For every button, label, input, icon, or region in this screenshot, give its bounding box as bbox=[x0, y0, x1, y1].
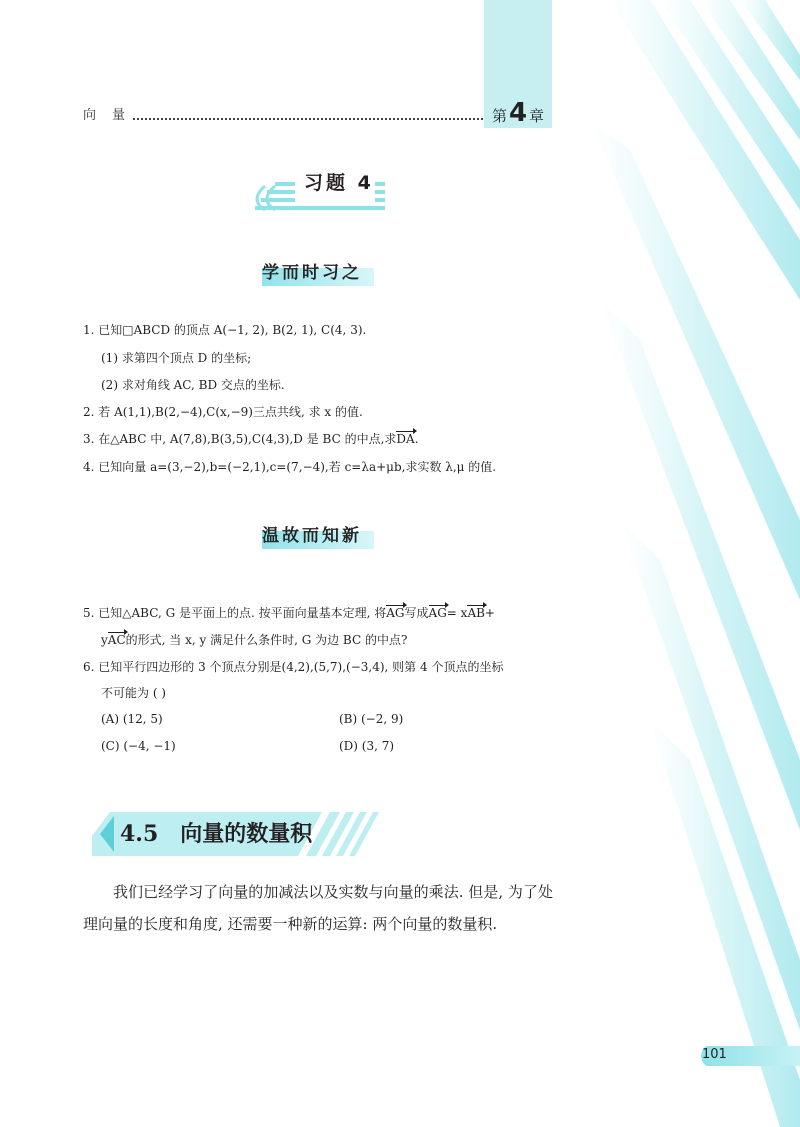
problem-3 bbox=[83, 430, 419, 447]
problem-2: 2. 若 A(1,1),B(2,−4),C(x,−9)三点共线, 求 x 的值. bbox=[83, 405, 363, 419]
header-leader-dots bbox=[133, 118, 483, 120]
problem-6-continued: 不可能为 ( ) bbox=[101, 686, 166, 700]
problem-5-eq: = x bbox=[446, 606, 468, 620]
vector-ag: AG bbox=[386, 606, 405, 620]
problem-1-part-1: (1) 求第四个顶点 D 的坐标; bbox=[101, 351, 252, 365]
problem-5-text: 5. 已知△ABC, G 是平面上的点. 按平面向量基本定理, 将 bbox=[83, 606, 387, 620]
section-title: 向量的数量积 bbox=[180, 822, 313, 847]
option-d: (D) (3, 7) bbox=[339, 739, 395, 753]
body-paragraph: 我们已经学习了向量的加减法以及实数与向量的乘法. 但是, 为了处理向量的长度和角度, 还需要一种新的运算: 两个向量的数量积. bbox=[83, 883, 553, 933]
problem-5-mid: 写成 bbox=[404, 606, 429, 620]
problem-1-part-2: (2) 求对角线 AC, BD 交点的坐标. bbox=[101, 378, 285, 392]
problem-4: 4. 已知向量 a=(3,−2),b=(−2,1),c=(7,−4),若 c=λa+μb,求实数 λ,μ 的值. bbox=[83, 460, 497, 474]
vector-ag: AG bbox=[428, 606, 447, 620]
chapter-label bbox=[485, 98, 551, 128]
vector-ab: AB bbox=[467, 606, 485, 620]
option-a: (A) (12, 5) bbox=[101, 712, 163, 726]
running-header-title: 向量 bbox=[83, 108, 142, 123]
vector-da: DA bbox=[396, 432, 415, 446]
section-heading bbox=[120, 817, 312, 848]
problem-5b-y: y bbox=[101, 633, 108, 647]
page-number: 101 bbox=[702, 1047, 727, 1062]
chapter-number: 4 bbox=[508, 98, 528, 128]
problem-5-plus: + bbox=[484, 606, 495, 620]
chapter-suffix: 章 bbox=[529, 107, 545, 125]
problem-5 bbox=[83, 604, 495, 621]
problem-5b-text: 的形式, 当 x, y 满足什么条件时, G 为边 BC 的中点? bbox=[125, 633, 408, 647]
vector-ac: AC bbox=[107, 633, 126, 647]
option-c: (C) (−4, −1) bbox=[101, 739, 176, 753]
decorative-stripes bbox=[590, 0, 800, 1127]
section-number: 4.5 bbox=[120, 821, 159, 847]
subhead-review: 温故而知新 bbox=[262, 526, 362, 546]
problem-1: 1. 已知□ABCD 的顶点 A(−1, 2), B(2, 1), C(4, 3). bbox=[83, 323, 367, 337]
exercise-title: 习题 4 bbox=[304, 172, 374, 194]
problem-3-text: 3. 在△ABC 中, A(7,8),B(3,5),C(4,3),D 是 BC 的中点,求 bbox=[83, 432, 397, 446]
subhead-learn: 学而时习之 bbox=[262, 263, 362, 283]
option-b: (B) (−2, 9) bbox=[339, 712, 404, 726]
chapter-prefix: 第 bbox=[491, 107, 507, 125]
problem-3-end: . bbox=[414, 432, 419, 446]
problem-5-continued bbox=[101, 631, 407, 648]
problem-6: 6. 已知平行四边形的 3 个顶点分别是(4,2),(5,7),(−3,4), 则第 4 个顶点的坐标 bbox=[83, 660, 504, 674]
